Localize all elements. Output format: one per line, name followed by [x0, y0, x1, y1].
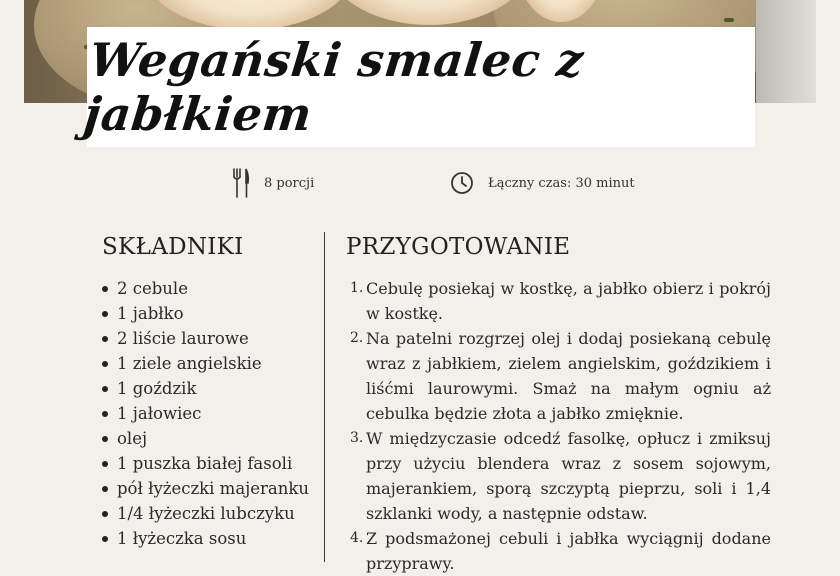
- ingredient-item: 2 liście laurowe: [102, 326, 317, 351]
- preparation-step: [346, 326, 771, 426]
- preparation-step: [346, 426, 771, 526]
- step-text: W międzyczasie odcedź fasolkę, opłucz i zmiksuj przy użyciu blendera wraz z sosem sojowym, majerankiem, sporą szczyptą pieprzu, soli i 1,4 szklanki wody, a następnie odstaw.: [366, 429, 771, 523]
- recipe-meta: [0, 167, 840, 199]
- servings-text: 8 porcji: [264, 175, 315, 191]
- servings-info: [232, 167, 314, 199]
- ingredients-heading: SKŁADNIKI: [102, 234, 244, 260]
- ingredient-item: 1 puszka białej fasoli: [102, 451, 317, 476]
- preparation-step: [346, 526, 771, 576]
- time-info: [450, 167, 635, 199]
- step-text: Z podsmażonej cebuli i jabłka wyciągnij dodane przyprawy.: [366, 529, 771, 573]
- ingredient-item: 1 łyżeczka sosu: [102, 526, 317, 551]
- preparation-step: [346, 276, 771, 326]
- step-number: 4.: [350, 530, 364, 546]
- column-divider: [324, 232, 325, 562]
- ingredients-list: [102, 276, 317, 551]
- step-number: 1.: [350, 280, 364, 296]
- ingredient-item: 1 ziele angielskie: [102, 351, 317, 376]
- title-card: [81, 27, 755, 147]
- ingredient-item: 1/4 łyżeczki lubczyku: [102, 501, 317, 526]
- ingredient-item: 1 jabłko: [102, 301, 317, 326]
- clock-icon: [450, 171, 474, 195]
- step-text: Cebulę posiekaj w kostkę, a jabłko obierz i pokrój w kostkę.: [366, 279, 771, 323]
- total-time-text: Łączny czas: 30 minut: [488, 175, 635, 191]
- step-number: 3.: [350, 430, 364, 446]
- step-text: Na patelni rozgrzej olej i dodaj posiekaną cebulę wraz z jabłkiem, zielem angielskim, goździkiem i liśćmi laurowymi. Smaż na małym ogniu aż cebulka będzie złota a jabłko zmięknie.: [366, 329, 771, 423]
- recipe-title: Wegański smalec z jabłkiem: [81, 33, 587, 141]
- preparation-steps: [346, 276, 771, 576]
- ingredient-item: 1 jałowiec: [102, 401, 317, 426]
- preparation-section: [346, 234, 771, 576]
- ingredient-item: 1 goździk: [102, 376, 317, 401]
- ingredient-item: pół łyżeczki majeranku: [102, 476, 317, 501]
- preparation-heading: PRZYGOTOWANIE: [346, 234, 571, 260]
- ingredient-item: olej: [102, 426, 317, 451]
- ingredients-section: [102, 234, 317, 551]
- step-number: 2.: [350, 330, 364, 346]
- ingredient-item: 2 cebule: [102, 276, 317, 301]
- fork-knife-icon: [232, 167, 250, 199]
